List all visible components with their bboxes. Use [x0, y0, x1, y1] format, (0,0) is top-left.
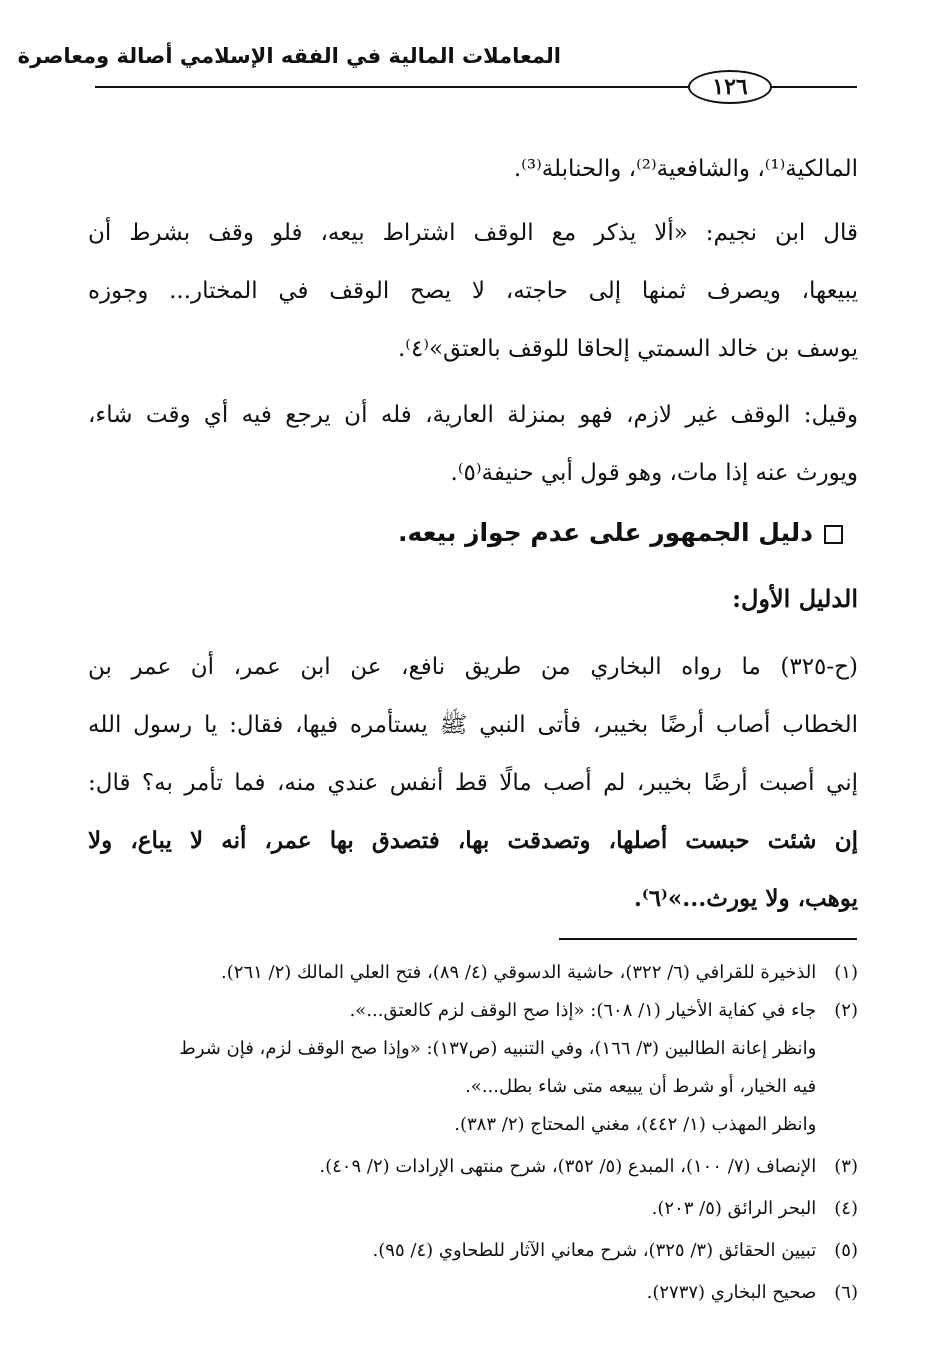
running-header-title: المعاملات المالية في الفقه الإسلامي أصالة ومعاصرة [17, 44, 561, 68]
footnote-text: وانظر المهذب (١/ ٤٤٢)، مغني المحتاج (٢/ ٣٨٣). [454, 1114, 817, 1135]
footnote [88, 954, 858, 992]
page-number-oval: ١٢٦ [688, 70, 772, 104]
section-heading-text: دليل الجمهور على عدم جواز بيعه. [398, 518, 813, 547]
footnote-text: فيه الخيار، أو شرط أن يبيعه متى شاء بطل...». [465, 1076, 817, 1097]
footnote-continuation [88, 1106, 858, 1144]
text-line: قال ابن نجيم: «ألا يذكر مع الوقف اشتراط بيعه، فلو وقف بشرط أن [88, 220, 858, 246]
footnote-text: جاء في كفاية الأخيار (١/ ٦٠٨): «إذا صح الوقف لزم كالعتق...». [349, 1000, 817, 1021]
section-heading [398, 518, 843, 547]
hadith-line: (ح-٣٢٥) ما رواه البخاري من طريق نافع، عن ابن عمر، أن عمر بن [88, 654, 858, 680]
footnote [88, 1274, 858, 1312]
hadith-line: إني أصبت أرضًا بخيبر، لم أصب مالًا قط أنفس عندي منه، فما تأمر به؟ قال: [88, 770, 858, 796]
text-line: يوسف بن خالد السمتي إلحاقا للوقف بالعتق»⁽٤⁾. [397, 336, 858, 362]
footnote-continuation [88, 1030, 858, 1068]
footnote-text: الذخيرة للقرافي (٦/ ٣٢٢)، حاشية الدسوقي (٤/ ٨٩)، فتح العلي المالك (٢/ ٢٦١). [221, 962, 817, 983]
square-bullet-icon [824, 525, 843, 544]
footnote-text: وانظر إعانة الطالبين (٣/ ١٦٦)، وفي التنبيه (ص١٣٧): «وإذا صح الوقف لزم، فإن شرط [179, 1038, 817, 1059]
hadith-line: الخطاب أصاب أرضًا بخيبر، فأتى النبي ﷺ يستأمره فيها، فقال: يا رسول الله [88, 712, 858, 738]
footnote-number: (٣) [834, 1156, 858, 1177]
footnote [88, 1190, 858, 1228]
text-line: يبيعها، ويصرف ثمنها إلى حاجته، لا يصح الوقف في المختار... وجوزه [88, 278, 858, 304]
footnote-number: (٤) [834, 1198, 858, 1219]
text-line: المالكية⁽¹⁾، والشافعية⁽²⁾، والحنابلة⁽³⁾. [513, 156, 858, 182]
footnote-text: صحيح البخاري (٢٧٣٧). [646, 1282, 817, 1303]
footnote-number: (٦) [834, 1282, 858, 1303]
footnote-text: تبيين الحقائق (٣/ ٣٢٥)، شرح معاني الآثار للطحاوي (٤/ ٩٥). [372, 1240, 817, 1261]
hadith-line: يوهب، ولا يورث...»⁽٦⁾. [633, 885, 858, 912]
footnote [88, 1148, 858, 1186]
footnote-continuation [88, 1068, 858, 1106]
footnote [88, 1232, 858, 1270]
footnote-text: البحر الرائق (٥/ ٢٠٣). [651, 1198, 817, 1219]
text-line: ويورث عنه إذا مات، وهو قول أبي حنيفة⁽٥⁾. [450, 460, 858, 486]
hadith-line: إن شئت حبست أصلها، وتصدقت بها، فتصدق بها عمر، أنه لا يباع، ولا [88, 827, 858, 854]
footnote-separator [559, 938, 857, 940]
footnote-text: الإنصاف (٧/ ١٠٠)، المبدع (٥/ ٣٥٢)، شرح منتهى الإرادات (٢/ ٤٠٩). [319, 1156, 817, 1177]
text-line: وقيل: الوقف غير لازم، فهو بمنزلة العارية، فله أن يرجع فيه أي وقت شاء، [88, 402, 858, 428]
footnote-number: (١) [834, 962, 858, 983]
subheading: الدليل الأول: [732, 584, 858, 613]
footnote [88, 992, 858, 1030]
footnote-number: (٥) [834, 1240, 858, 1261]
footnote-number: (٢) [834, 1000, 858, 1021]
